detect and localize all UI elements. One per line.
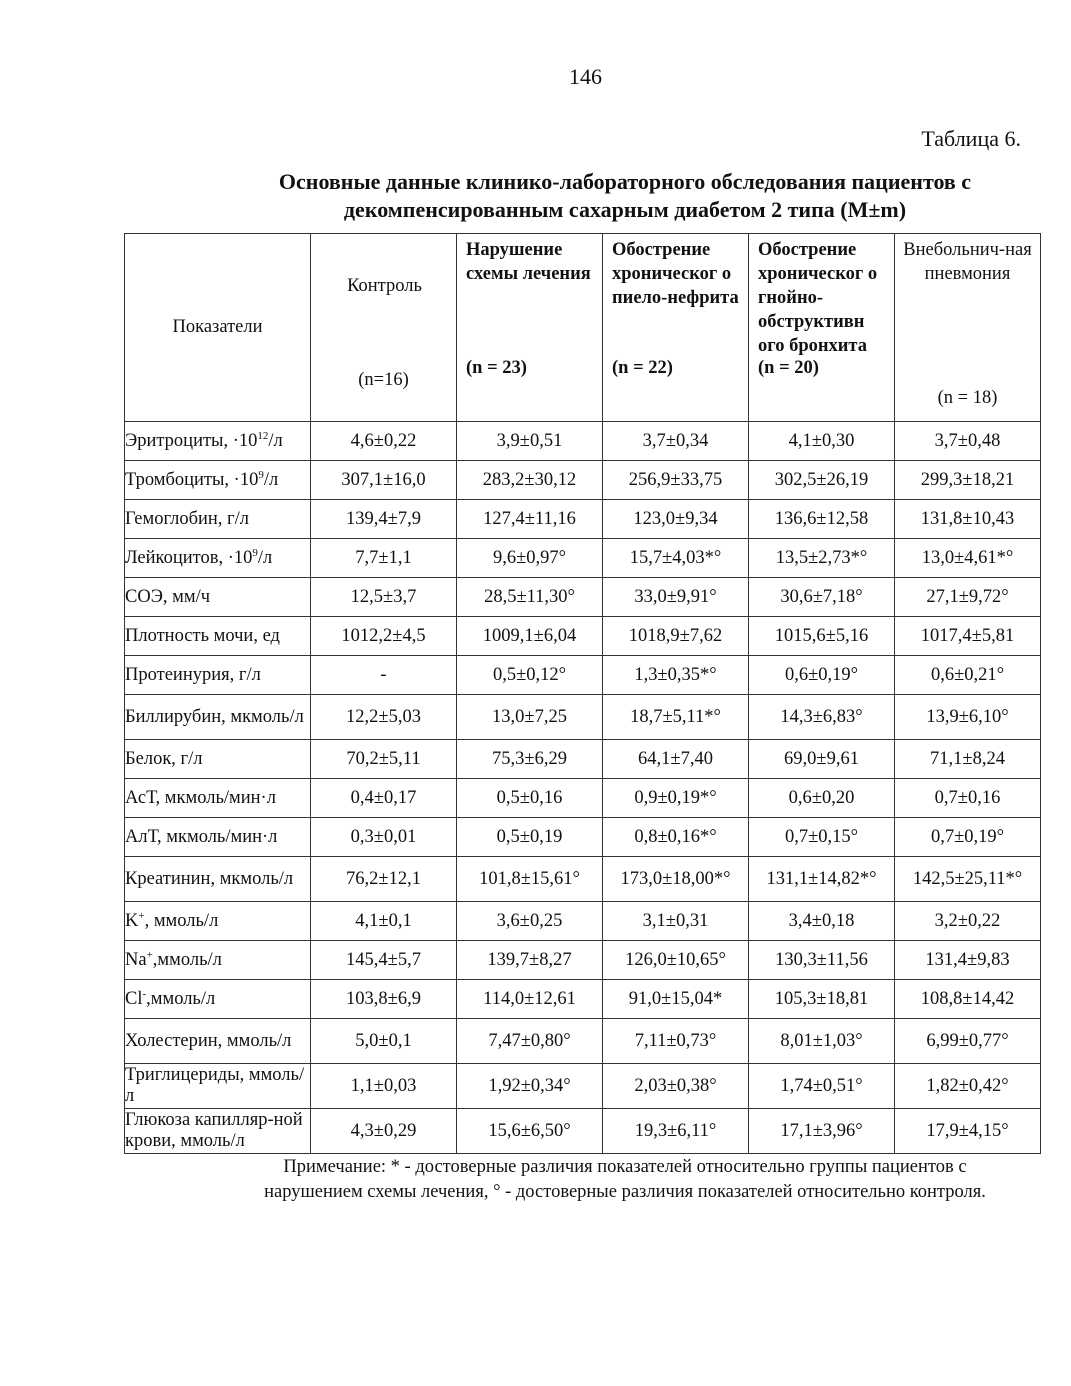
table-cell: 131,1±14,82*° [749, 857, 895, 902]
table-cell: 131,8±10,43 [895, 500, 1041, 539]
row-label [125, 539, 311, 578]
table-cell: 13,0±4,61*° [895, 539, 1041, 578]
table-cell: 1015,6±5,16 [749, 617, 895, 656]
table-cell: 12,2±5,03 [311, 695, 457, 740]
row-label-superscript: 9 [258, 468, 264, 481]
table-row [125, 1064, 1041, 1109]
table-cell: 3,7±0,34 [603, 422, 749, 461]
page-number: 146 [569, 64, 602, 89]
table-row [125, 818, 1041, 857]
table-cell: 142,5±25,11*° [895, 857, 1041, 902]
table-cell: - [311, 656, 457, 695]
table-cell: 0,3±0,01 [311, 818, 457, 857]
row-label-text: K [125, 910, 139, 931]
table-cell: 256,9±33,75 [603, 461, 749, 500]
table-cell: 1,92±0,34° [457, 1064, 603, 1109]
column-header-control [311, 234, 457, 422]
table-cell: 0,7±0,19° [895, 818, 1041, 857]
row-label [125, 980, 311, 1019]
table-cell: 114,0±12,61 [457, 980, 603, 1019]
table-cell: 0,5±0,19 [457, 818, 603, 857]
column-n: (n = 23) [466, 358, 527, 378]
table-cell: 103,8±6,9 [311, 980, 457, 1019]
row-label-unit: /л [263, 469, 279, 490]
table-row [125, 779, 1041, 818]
row-label [125, 656, 311, 695]
row-label-superscript: + [138, 909, 145, 922]
column-title: Контроль [347, 276, 422, 296]
column-title: Обострение хроническог о гнойно-обструктивн ого бронхита [758, 240, 878, 356]
row-label [125, 818, 311, 857]
row-label-text: Гемоглобин, г/л [125, 508, 250, 529]
table-cell: 27,1±9,72° [895, 578, 1041, 617]
table-cell: 126,0±10,65° [603, 941, 749, 980]
row-label [125, 422, 311, 461]
table-cell: 139,4±7,9 [311, 500, 457, 539]
table-cell: 131,4±9,83 [895, 941, 1041, 980]
row-label-text: Лейкоцитов, ·10 [125, 547, 253, 568]
table-cell: 130,3±11,56 [749, 941, 895, 980]
table-cell: 0,4±0,17 [311, 779, 457, 818]
table-cell: 0,6±0,21° [895, 656, 1041, 695]
row-label-superscript: 12 [257, 429, 269, 442]
table-cell: 76,2±12,1 [311, 857, 457, 902]
table-cell: 123,0±9,34 [603, 500, 749, 539]
table-cell: 33,0±9,91° [603, 578, 749, 617]
row-label [125, 617, 311, 656]
table-row [125, 1109, 1041, 1154]
column-header-bronchitis [749, 234, 895, 422]
row-label-text: Холестерин, ммоль/л [125, 1030, 292, 1051]
row-label-text: Биллирубин, мкмоль/л [125, 706, 304, 727]
table-cell: 30,6±7,18° [749, 578, 895, 617]
table-cell: 173,0±18,00*° [603, 857, 749, 902]
lab-data-table [124, 233, 1041, 1154]
table-row [125, 740, 1041, 779]
table-row [125, 980, 1041, 1019]
row-label-text: СОЭ, мм/ч [125, 586, 211, 607]
row-label-superscript: - [142, 987, 147, 1000]
table-cell: 6,99±0,77° [895, 1019, 1041, 1064]
table-cell: 14,3±6,83° [749, 695, 895, 740]
row-label [125, 500, 311, 539]
table-cell: 13,9±6,10° [895, 695, 1041, 740]
row-label-unit: ,ммоль/л [146, 988, 216, 1009]
table-title-line: Основные данные клинико-лабораторного обследования пациентов с [278, 169, 972, 194]
column-n: (n=16) [358, 370, 409, 390]
row-label-superscript: + [146, 948, 153, 961]
column-header-pyelonephritis [603, 234, 749, 422]
table-row [125, 941, 1041, 980]
table-cell: 108,8±14,42 [895, 980, 1041, 1019]
table-cell: 3,2±0,22 [895, 902, 1041, 941]
table-cell: 0,6±0,19° [749, 656, 895, 695]
column-header-pneumonia [895, 234, 1041, 422]
table-cell: 4,3±0,29 [311, 1109, 457, 1154]
table-cell: 9,6±0,97° [457, 539, 603, 578]
table-cell: 145,4±5,7 [311, 941, 457, 980]
table-cell: 4,1±0,1 [311, 902, 457, 941]
column-title: Обострение хроническог о пиело-нефрита [612, 240, 739, 308]
row-label-unit: /л [257, 547, 273, 568]
table-cell: 64,1±7,40 [603, 740, 749, 779]
table-row [125, 461, 1041, 500]
indicators-header: Показатели [125, 234, 311, 422]
table-cell: 307,1±16,0 [311, 461, 457, 500]
table-cell: 0,7±0,15° [749, 818, 895, 857]
row-label [125, 857, 311, 902]
row-label [125, 902, 311, 941]
table-cell: 101,8±15,61° [457, 857, 603, 902]
table-cell: 13,5±2,73*° [749, 539, 895, 578]
table-cell: 0,5±0,12° [457, 656, 603, 695]
table-cell: 19,3±6,11° [603, 1109, 749, 1154]
row-label [125, 578, 311, 617]
table-cell: 69,0±9,61 [749, 740, 895, 779]
table-cell: 0,5±0,16 [457, 779, 603, 818]
row-label [125, 695, 311, 740]
row-label-unit: ,ммоль/л [152, 949, 222, 970]
table-label: Таблица 6. [921, 126, 1021, 151]
table-cell: 139,7±8,27 [457, 941, 603, 980]
table-cell: 18,7±5,11*° [603, 695, 749, 740]
table-cell: 3,9±0,51 [457, 422, 603, 461]
table-row [125, 578, 1041, 617]
table-cell: 8,01±1,03° [749, 1019, 895, 1064]
row-label-text: Протеинурия, г/л [125, 664, 261, 685]
table-cell: 1009,1±6,04 [457, 617, 603, 656]
table-row [125, 656, 1041, 695]
table-note [120, 1155, 1071, 1205]
table-row [125, 695, 1041, 740]
table-cell: 0,9±0,19*° [603, 779, 749, 818]
row-label-text: Na [125, 949, 147, 970]
table-cell: 15,6±6,50° [457, 1109, 603, 1154]
row-label-unit: /л [268, 430, 283, 451]
table-cell: 1,74±0,51° [749, 1064, 895, 1109]
row-label-text: Креатинин, мкмоль/л [125, 868, 294, 889]
table-cell: 0,8±0,16*° [603, 818, 749, 857]
table-cell: 13,0±7,25 [457, 695, 603, 740]
row-label [125, 461, 311, 500]
table-cell: 71,1±8,24 [895, 740, 1041, 779]
table-row [125, 857, 1041, 902]
table-row [125, 1019, 1041, 1064]
table-cell: 1017,4±5,81 [895, 617, 1041, 656]
row-label-text: Эритроциты, ·10 [125, 430, 258, 451]
table-cell: 0,6±0,20 [749, 779, 895, 818]
table-cell: 7,11±0,73° [603, 1019, 749, 1064]
row-label [125, 941, 311, 980]
row-label-text: Cl [125, 988, 143, 1009]
table-cell: 1018,9±7,62 [603, 617, 749, 656]
note-line: Примечание: * - достоверные различия показателей относительно группы пациентов с [283, 1157, 967, 1177]
table-cell: 17,9±4,15° [895, 1109, 1041, 1154]
table-cell: 1,1±0,03 [311, 1064, 457, 1109]
table-cell: 4,1±0,30 [749, 422, 895, 461]
row-label-text: АлТ, мкмоль/мин·л [125, 826, 278, 847]
table-cell: 7,47±0,80° [457, 1019, 603, 1064]
table-cell: 0,7±0,16 [895, 779, 1041, 818]
table-cell: 3,7±0,48 [895, 422, 1041, 461]
table-row [125, 902, 1041, 941]
table-cell: 3,1±0,31 [603, 902, 749, 941]
table-cell: 1012,2±4,5 [311, 617, 457, 656]
row-label-unit: , ммоль/л [144, 910, 219, 931]
row-label [125, 740, 311, 779]
table-title [120, 168, 1071, 224]
table-cell: 12,5±3,7 [311, 578, 457, 617]
table-row [125, 500, 1041, 539]
row-label-text: Тромбоциты, ·10 [125, 469, 259, 490]
table-cell: 1,3±0,35*° [603, 656, 749, 695]
column-title: Нарушение схемы лечения [466, 240, 591, 284]
row-label-text: Белок, г/л [125, 748, 203, 769]
row-label [125, 779, 311, 818]
column-n: (n = 22) [612, 358, 673, 378]
table-cell: 91,0±15,04* [603, 980, 749, 1019]
table-cell: 70,2±5,11 [311, 740, 457, 779]
table-cell: 283,2±30,12 [457, 461, 603, 500]
column-n: (n = 18) [937, 388, 998, 408]
table-row [125, 422, 1041, 461]
row-label [125, 1064, 311, 1109]
table-cell: 15,7±4,03*° [603, 539, 749, 578]
row-label [125, 1019, 311, 1064]
row-label-text: Глюкоза капилляр-ной крови, ммоль/л [125, 1110, 303, 1151]
table-cell: 75,3±6,29 [457, 740, 603, 779]
column-n: (n = 20) [758, 358, 819, 378]
table-cell: 302,5±26,19 [749, 461, 895, 500]
table-row [125, 539, 1041, 578]
table-cell: 28,5±11,30° [457, 578, 603, 617]
table-cell: 2,03±0,38° [603, 1064, 749, 1109]
table-cell: 17,1±3,96° [749, 1109, 895, 1154]
table-row [125, 617, 1041, 656]
column-header-regimen-violation [457, 234, 603, 422]
table-cell: 7,7±1,1 [311, 539, 457, 578]
table-cell: 4,6±0,22 [311, 422, 457, 461]
row-label-text: АсТ, мкмоль/мин·л [125, 787, 276, 808]
table-cell: 136,6±12,58 [749, 500, 895, 539]
note-line: нарушением схемы лечения, ° - достоверные различия показателей относительно контроля. [264, 1182, 986, 1202]
table-title-line: декомпенсированным сахарным диабетом 2 типа (M±m) [343, 197, 907, 222]
row-label [125, 1109, 311, 1154]
table-cell: 3,6±0,25 [457, 902, 603, 941]
table-cell: 3,4±0,18 [749, 902, 895, 941]
table-cell: 5,0±0,1 [311, 1019, 457, 1064]
table-cell: 299,3±18,21 [895, 461, 1041, 500]
column-title: Внебольнич-ная пневмония [903, 240, 1032, 284]
table-cell: 127,4±11,16 [457, 500, 603, 539]
table-cell: 1,82±0,42° [895, 1064, 1041, 1109]
row-label-text: Триглицериды, ммоль/л [125, 1065, 305, 1106]
row-label-superscript: 9 [252, 546, 258, 559]
table-cell: 105,3±18,81 [749, 980, 895, 1019]
row-label-text: Плотность мочи, ед [125, 625, 280, 646]
